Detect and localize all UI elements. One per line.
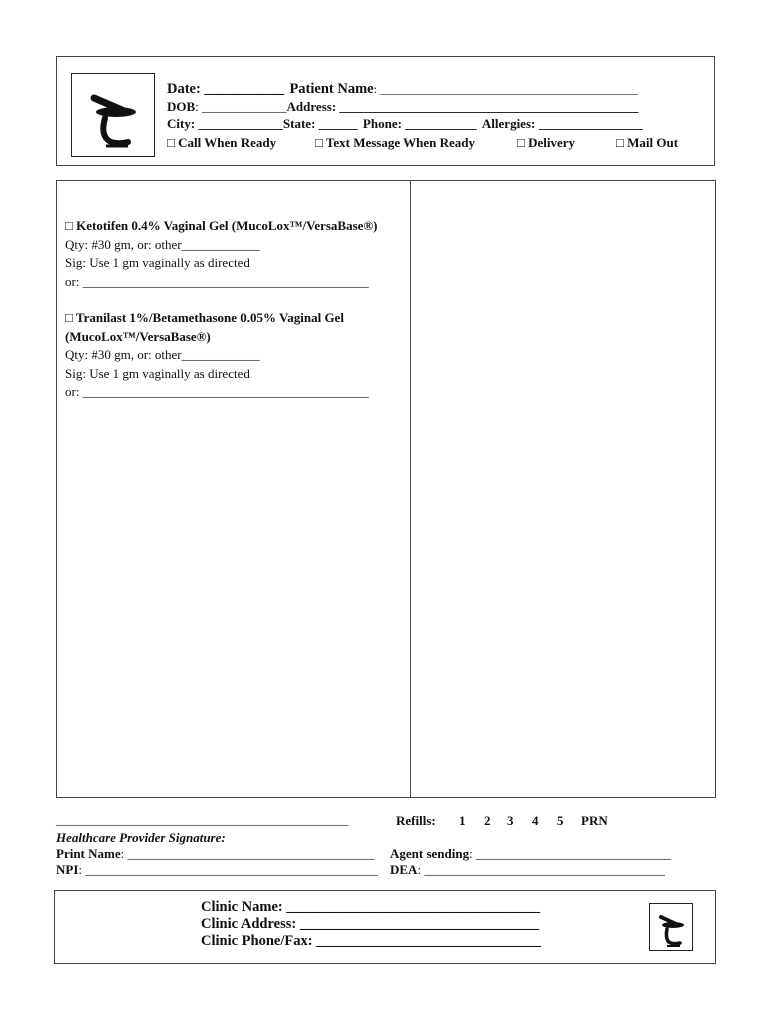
column-divider: [410, 181, 411, 797]
patient-name-field[interactable]: : ___________________________________________: [373, 82, 638, 96]
agent-sending-line: [390, 846, 671, 862]
city-state-line: [167, 116, 643, 132]
mortar-pestle-logo-icon: [650, 904, 692, 950]
allergies-field[interactable]: Allergies: ________________: [481, 116, 643, 131]
refill-option-4[interactable]: 4: [532, 813, 539, 828]
clinic-name-field[interactable]: Clinic Name: ___________________________________: [201, 899, 541, 915]
refill-option-1[interactable]: 1: [459, 813, 466, 828]
dea-field[interactable]: : _____________________________________: [417, 862, 665, 877]
date-field[interactable]: Date: ___________: [167, 81, 285, 97]
rx-item-tranilast: [65, 309, 410, 402]
dea-line: [390, 862, 665, 878]
rx-title[interactable]: □ Tranilast 1%/Betamethasone 0.05% Vaginal Gel (MucoLox™/VersaBase®): [65, 310, 344, 344]
clinic-phone-field[interactable]: Clinic Phone/Fax: _______________________________: [201, 933, 541, 949]
npi-line: [56, 862, 378, 878]
address-field[interactable]: Address: ______________________________________________: [286, 99, 639, 114]
agent-sending-field[interactable]: : ______________________________: [469, 846, 671, 861]
phone-field[interactable]: Phone: ___________: [362, 116, 477, 131]
mail-out-option[interactable]: □ Mail Out: [616, 135, 679, 150]
date-patient-line: [167, 81, 638, 98]
refill-option-3[interactable]: 3: [507, 813, 514, 828]
rx-title[interactable]: □ Ketotifen 0.4% Vaginal Gel (MucoLox™/VersaBase®): [65, 218, 378, 233]
refill-option-5[interactable]: 5: [557, 813, 564, 828]
rx-sig: Sig: Use 1 gm vaginally as directed: [65, 255, 250, 270]
rx-qty[interactable]: Qty: #30 gm, or: other____________: [65, 236, 260, 252]
print-name-line: [56, 846, 375, 862]
rx-qty[interactable]: Qty: #30 gm, or: other____________: [65, 347, 260, 362]
signature-label: Healthcare Provider Signature:: [56, 830, 226, 845]
print-name-field[interactable]: : ______________________________________: [120, 846, 375, 861]
rx-or-line[interactable]: or: ____________________________________________: [65, 273, 369, 289]
dea-label: DEA: [390, 862, 418, 877]
rx-item-ketotifen: [65, 217, 410, 291]
refills-label: Refills:: [396, 813, 436, 828]
rx-sig: Sig: Use 1 gm vaginally as directed: [65, 365, 250, 381]
signature-line[interactable]: _____________________________________________: [56, 812, 349, 827]
patient-name-label: Patient Name: [289, 81, 374, 97]
agent-sending-label: Agent sending: [390, 846, 470, 861]
dob-field[interactable]: : _____________: [195, 99, 287, 114]
prescription-area: [56, 180, 716, 798]
refill-option-prn[interactable]: PRN: [581, 813, 608, 828]
dob-address-line: [167, 99, 638, 115]
rx-or-line[interactable]: or: ____________________________________________: [65, 384, 369, 399]
npi-field[interactable]: : _____________________________________________: [78, 862, 378, 877]
state-field[interactable]: State: ______: [282, 116, 358, 131]
delivery-option[interactable]: □ Delivery: [517, 135, 576, 150]
npi-label: NPI: [56, 862, 79, 877]
city-field[interactable]: City: _____________: [167, 116, 283, 131]
dob-label: DOB: [167, 99, 196, 114]
clinic-info-box: [54, 890, 716, 964]
print-name-label: Print Name: [56, 846, 121, 861]
call-when-ready-option[interactable]: □ Call When Ready: [167, 135, 277, 150]
mortar-pestle-logo-icon: [72, 74, 154, 156]
clinic-logo: [649, 903, 693, 951]
patient-info-header: [56, 56, 715, 166]
pharmacy-logo: [71, 73, 155, 157]
text-message-option[interactable]: □ Text Message When Ready: [315, 135, 476, 150]
refill-option-2[interactable]: 2: [484, 813, 491, 828]
clinic-address-field[interactable]: Clinic Address: _________________________________: [201, 916, 540, 932]
